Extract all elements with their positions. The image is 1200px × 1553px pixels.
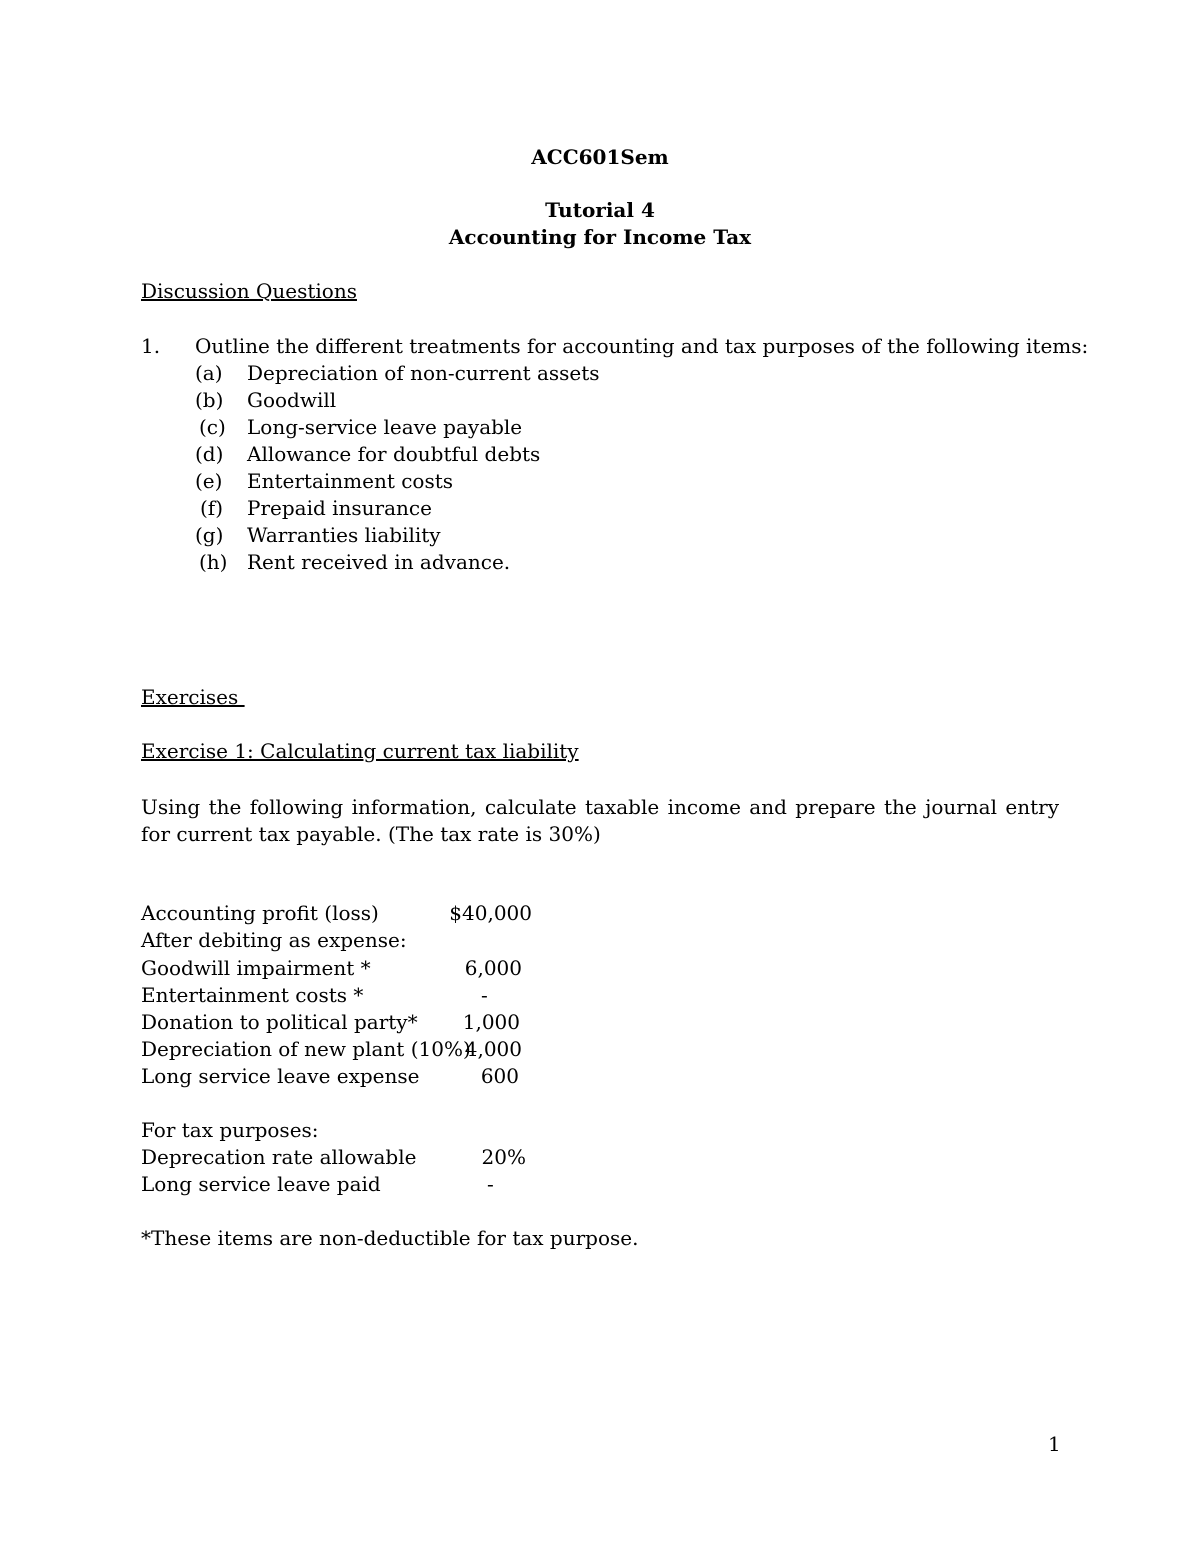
item-text: Entertainment costs (247, 469, 454, 493)
course-code: ACC601Sem (531, 145, 669, 169)
tax-purposes-heading: For tax purposes: (141, 1118, 319, 1142)
row-value: 600 (480, 1064, 519, 1088)
row-label: After debiting as expense: (141, 928, 407, 952)
row-label: Accounting profit (loss) (141, 901, 379, 925)
tax-row-label: Deprecation rate allowable (141, 1145, 417, 1169)
discussion-heading: Discussion Questions (141, 279, 357, 303)
exercises-heading: Exercises (141, 685, 245, 709)
item-text: Prepaid insurance (247, 496, 432, 520)
item-label: (e) (195, 469, 223, 493)
page-number: 1 (1048, 1432, 1061, 1456)
footnote: *These items are non-deductible for tax purpose. (141, 1226, 639, 1250)
item-text: Allowance for doubtful debts (247, 442, 541, 466)
tutorial-title: Tutorial 4 (545, 198, 655, 222)
item-label: (c) (199, 415, 226, 439)
question-number: 1. (141, 334, 161, 358)
row-value: - (481, 983, 488, 1007)
item-label: (b) (195, 388, 224, 412)
row-label: Goodwill impairment * (141, 956, 371, 980)
item-label: (a) (195, 361, 223, 385)
row-value: $40,000 (449, 901, 532, 925)
item-text: Goodwill (247, 388, 337, 412)
tax-row-label: Long service leave paid (141, 1172, 381, 1196)
topic-title: Accounting for Income Tax (448, 225, 752, 249)
question-text: Outline the different treatments for accounting and tax purposes of the following items: (195, 334, 1089, 358)
item-text: Warranties liability (247, 523, 441, 547)
row-label: Depreciation of new plant (10%) (141, 1037, 471, 1061)
item-text: Depreciation of non-current assets (247, 361, 600, 385)
row-label: Donation to political party* (141, 1010, 418, 1034)
item-label: (f) (200, 496, 224, 520)
exercise-1-heading: Exercise 1: Calculating current tax liability (141, 739, 579, 763)
tax-row-value: - (487, 1172, 494, 1196)
row-label: Long service leave expense (141, 1064, 420, 1088)
row-value: 4,000 (464, 1037, 522, 1061)
exercise-1-intro: Using the following information, calculate taxable income and prepare the journal entry for current tax payable. (The tax rate is 30%) (141, 795, 1059, 846)
item-text: Rent received in advance. (247, 550, 511, 574)
row-value: 1,000 (462, 1010, 520, 1034)
item-label: (h) (199, 550, 228, 574)
item-label: (g) (195, 523, 224, 547)
item-text: Long-service leave payable (247, 415, 523, 439)
row-label: Entertainment costs * (141, 983, 364, 1007)
tax-row-value: 20% (481, 1145, 526, 1169)
item-label: (d) (195, 442, 224, 466)
row-value: 6,000 (464, 956, 522, 980)
